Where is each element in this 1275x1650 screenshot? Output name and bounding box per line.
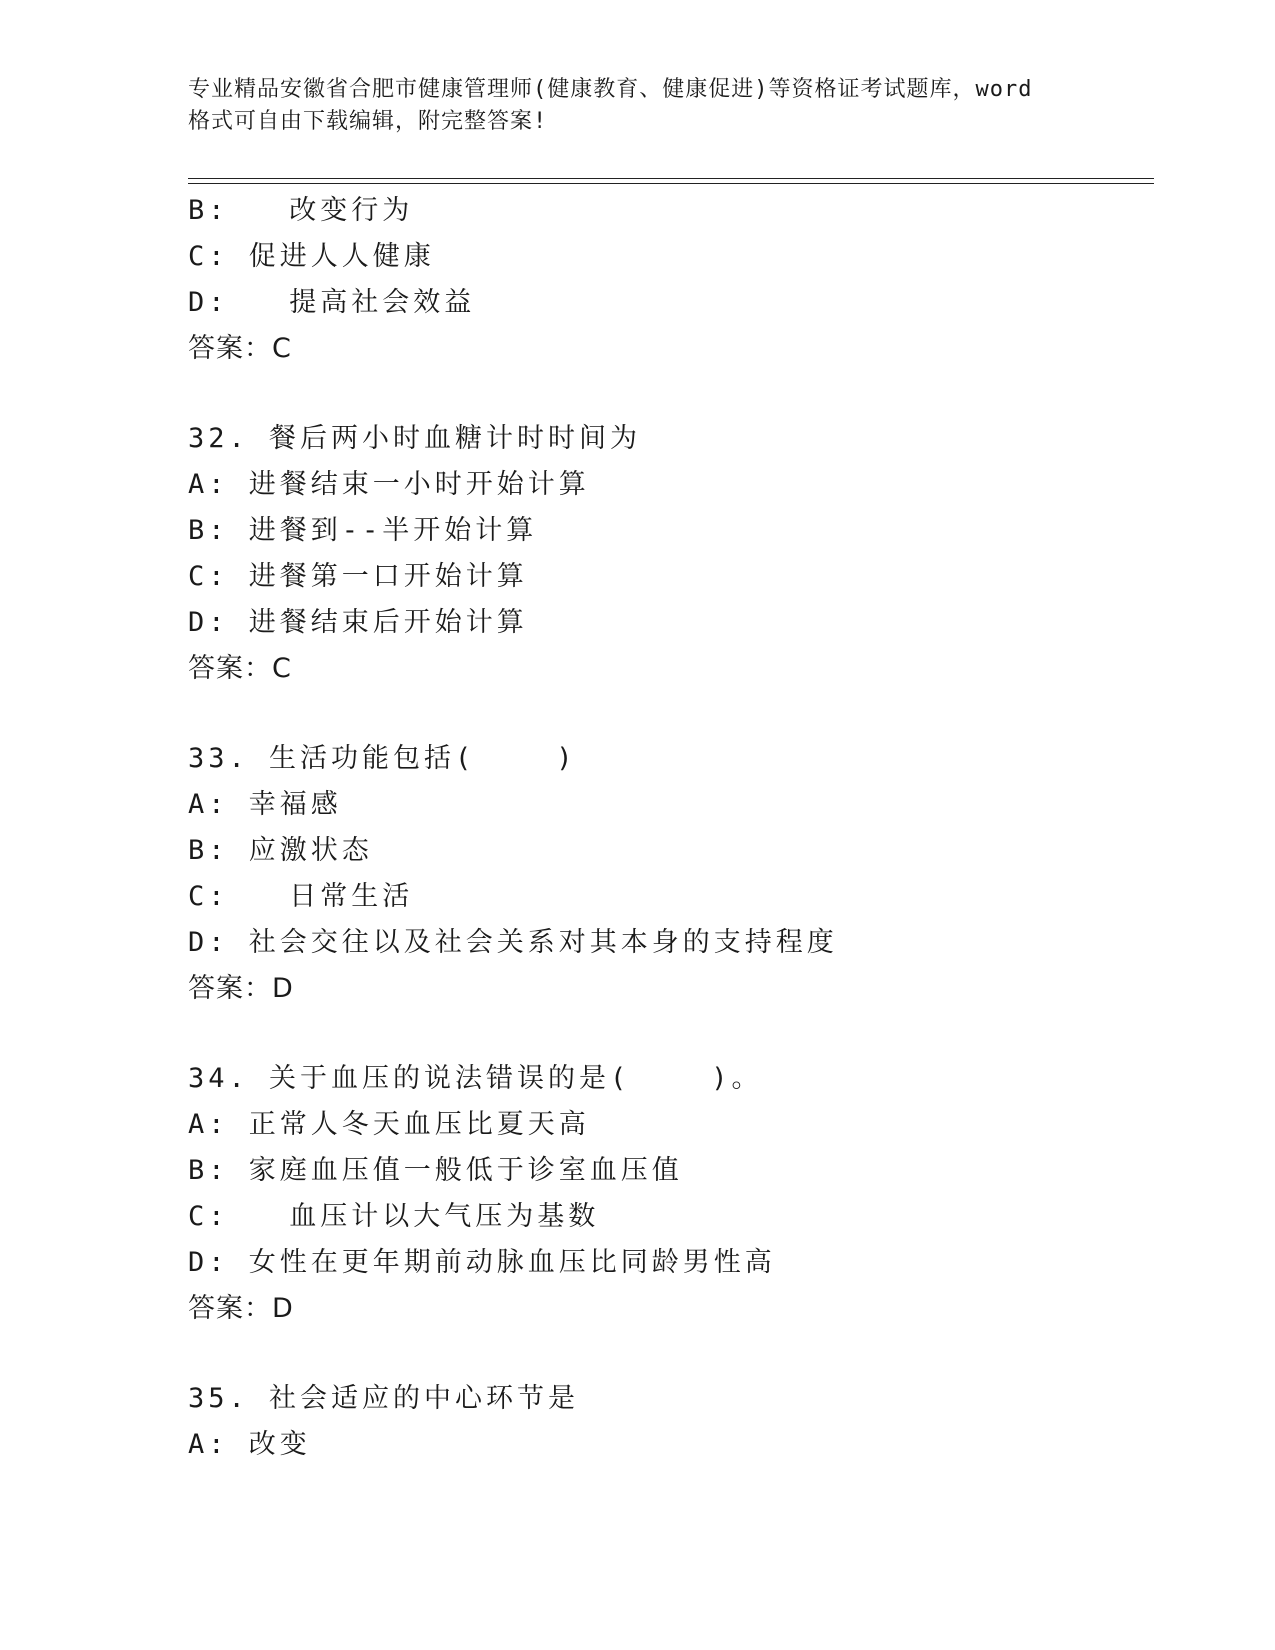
option-text: 日常生活 (248, 881, 414, 912)
header-line-2: 格式可自由下载编辑，附完整答案! (188, 109, 548, 134)
answer-line: 答案：D (188, 973, 294, 1004)
option-a (188, 462, 1148, 508)
question-stem: 35. 社会适应的中心环节是 (188, 1383, 580, 1414)
option-text: 正常人冬天血压比夏天高 (248, 1109, 590, 1140)
option-label: B: (188, 1155, 229, 1186)
option-label: C: (188, 881, 229, 912)
answer-line: 答案：C (188, 653, 292, 684)
option-text: 进餐结束一小时开始计算 (248, 469, 590, 500)
answer-line: 答案：C (188, 333, 292, 364)
option-text: 进餐第一口开始计算 (248, 561, 528, 592)
question-block-prev (188, 188, 1148, 372)
option-text: 幸福感 (248, 789, 342, 820)
option-c (188, 1194, 1148, 1240)
option-text: 家庭血压值一般低于诊室血压值 (248, 1155, 683, 1186)
option-text: 进餐到--半开始计算 (248, 515, 538, 546)
option-b (188, 188, 1148, 234)
option-d (188, 600, 1148, 646)
option-c (188, 554, 1148, 600)
option-label: C: (188, 561, 229, 592)
question-block-32 (188, 416, 1148, 692)
option-text: 促进人人健康 (248, 241, 435, 272)
question-block-35 (188, 1376, 1148, 1468)
question-stem: 32. 餐后两小时血糖计时时间为 (188, 423, 642, 454)
header-line-1: 专业精品安徽省合肥市健康管理师(健康教育、健康促进)等资格证考试题库，word (188, 77, 1033, 102)
option-b (188, 828, 1148, 874)
option-label: B: (188, 195, 229, 226)
option-text: 女性在更年期前动脉血压比同龄男性高 (248, 1247, 776, 1278)
question-stem: 33. 生活功能包括( ) (188, 743, 577, 774)
option-text: 血压计以大气压为基数 (248, 1201, 600, 1232)
document-header (188, 74, 1118, 138)
option-text: 社会交往以及社会关系对其本身的支持程度 (248, 927, 838, 958)
question-list (188, 188, 1148, 1468)
option-d (188, 280, 1148, 326)
option-text: 进餐结束后开始计算 (248, 607, 528, 638)
question-stem: 34. 关于血压的说法错误的是( )。 (188, 1063, 763, 1094)
option-text: 提高社会效益 (248, 287, 476, 318)
option-text: 应激状态 (248, 835, 373, 866)
option-label: A: (188, 469, 229, 500)
header-divider-top (188, 178, 1154, 179)
answer-line: 答案：D (188, 1293, 294, 1324)
option-label: A: (188, 1109, 229, 1140)
option-b (188, 1148, 1148, 1194)
option-label: D: (188, 1247, 229, 1278)
option-label: D: (188, 607, 229, 638)
option-label: D: (188, 287, 229, 318)
option-c (188, 874, 1148, 920)
option-d (188, 920, 1148, 966)
option-label: C: (188, 1201, 229, 1232)
option-b (188, 508, 1148, 554)
option-text: 改变行为 (248, 195, 414, 226)
question-block-34 (188, 1056, 1148, 1332)
option-c (188, 234, 1148, 280)
option-label: B: (188, 835, 229, 866)
option-label: A: (188, 1429, 229, 1460)
option-label: D: (188, 927, 229, 958)
option-a (188, 1102, 1148, 1148)
option-a (188, 1422, 1148, 1468)
option-label: B: (188, 515, 229, 546)
option-label: A: (188, 789, 229, 820)
option-d (188, 1240, 1148, 1286)
option-a (188, 782, 1148, 828)
option-label: C: (188, 241, 229, 272)
question-block-33 (188, 736, 1148, 1012)
header-divider-bottom (188, 183, 1154, 184)
option-text: 改变 (248, 1429, 311, 1460)
